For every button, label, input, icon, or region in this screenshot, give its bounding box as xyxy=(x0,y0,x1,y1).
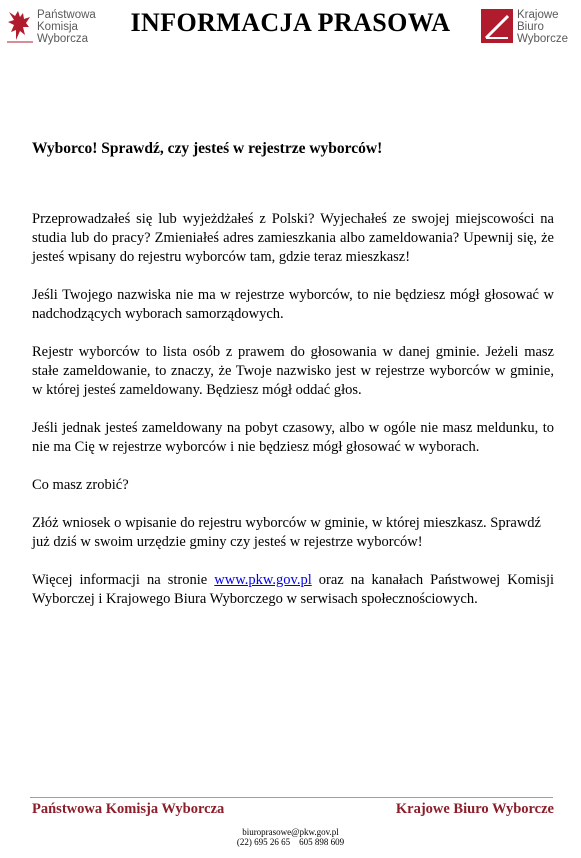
footer-kbw-name: Krajowe Biuro Wyborcze xyxy=(395,801,554,817)
footer-pkw-name: Państwowa Komisja Wyborcza xyxy=(32,801,225,817)
footer-divider xyxy=(30,797,553,798)
press-body xyxy=(32,210,554,628)
header xyxy=(0,0,581,60)
kbw-square-icon xyxy=(480,8,514,44)
kbw-logo xyxy=(480,8,568,45)
kbw-logo-line-3: Wyborcze xyxy=(517,33,569,45)
paragraph-7-rest: oraz na kanałach Państwowej Komisji Wyborczej i Krajowego Biura Wyborczego w serwisach społecznościowych. xyxy=(32,572,555,607)
paragraph-7-intro: Więcej informacji na stronie xyxy=(32,572,215,588)
pkw-logo-line-2: Komisja xyxy=(37,21,78,33)
footer-contact xyxy=(0,827,581,847)
paragraph-3: Rejestr wyborców to lista osób z prawem do głosowania w danej gminie. Jeżeli masz stałe zameldowanie, to znaczy, że Twoje nazwisko jest w rejestrze wyborców w gminie, w której jesteś zameldowany. Będziesz mógł oddać głos. xyxy=(32,344,554,398)
paragraph-1: Przeprowadzałeś się lub wyjeżdżałeś z Polski? Wyjechałeś ze swojej miejscowości na studia lub do pracy? Zmieniałeś adres zamieszkania albo zameldowania? Upewnij się, że jesteś wpisany do rejestru wyborców tam, gdzie teraz mieszkasz! xyxy=(32,211,554,265)
contact-email: biuroprasowe@pkw.gov.pl xyxy=(242,827,339,837)
page-title: INFORMACJA PRASOWA xyxy=(130,8,451,37)
contact-phones: (22) 695 26 65 605 898 609 xyxy=(236,837,345,847)
pkw-logo-line-3: Wyborcza xyxy=(37,33,89,45)
pkw-logo-line-1: Państwowa xyxy=(37,9,96,21)
press-heading: Wyborco! Sprawdź, czy jesteś w rejestrze wyborców! xyxy=(32,140,383,157)
kbw-logo-line-2: Biuro xyxy=(517,21,544,33)
paragraph-7 xyxy=(32,571,554,609)
paragraph-5: Co masz zrobić? xyxy=(32,477,129,493)
paragraph-2: Jeśli Twojego nazwiska nie ma w rejestrze wyborców, to nie będziesz mógł głosować w nadchodzących wyborach samorządowych. xyxy=(32,287,554,322)
paragraph-4: Jeśli jednak jesteś zameldowany na pobyt czasowy, albo w ogóle nie masz meldunku, to nie ma Cię w rejestrze wyborców i nie będziesz mógł głosować w wyborach. xyxy=(32,420,554,455)
kbw-logo-line-1: Krajowe xyxy=(517,9,559,21)
paragraph-6: Złóż wniosek o wpisanie do rejestru wyborców w gminie, w której mieszkasz. Sprawdź już dziś w swoim urzędzie gminy czy jesteś w rejestrze wyborców! xyxy=(32,515,541,550)
pkw-website-link[interactable]: www.pkw.gov.pl xyxy=(214,572,312,588)
